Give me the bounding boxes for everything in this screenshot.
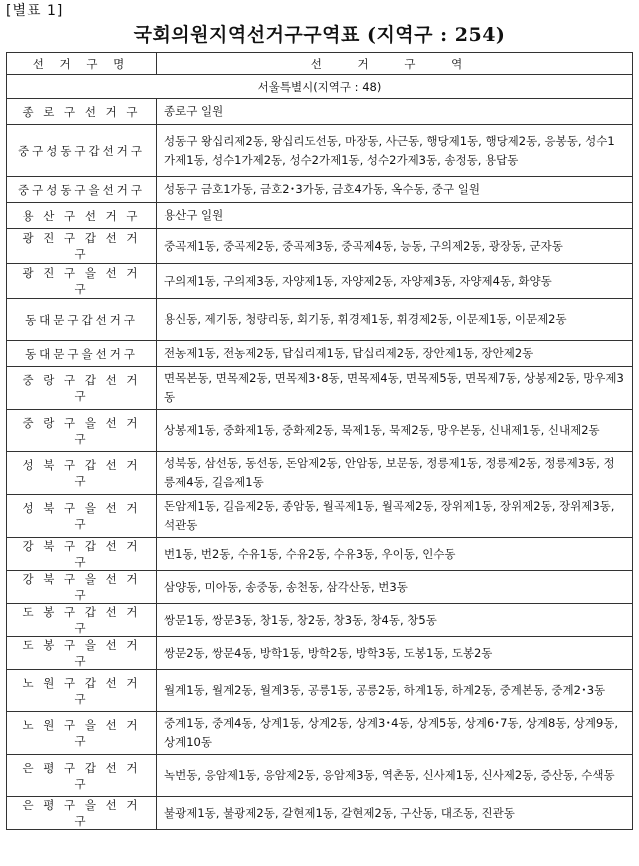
district-area: 종로구 일원 [157,99,633,125]
district-area: 돈암제1동, 길음제2동, 종암동, 월곡제1동, 월곡제2동, 장위제1동, 장위제2동, 장위제3동, 석관동 [157,495,633,538]
district-area: 성북동, 삼선동, 동선동, 돈암제2동, 안암동, 보문동, 정릉제1동, 정릉제2동, 정릉제3동, 정릉제4동, 길음제1동 [157,452,633,495]
document-title: 국회의원지역선거구구역표 (지역구 : 254) [133,24,506,46]
table-row [7,538,633,571]
region-label: 서울특별시(지역구 : 48) [7,75,633,99]
table-row [7,229,633,264]
district-name: 노 원 구 갑 선 거 구 [7,670,157,712]
column-header-district-name: 선 거 구 명 [7,53,157,75]
table-row [7,452,633,495]
district-table [6,52,633,830]
table-row [7,797,633,830]
district-area: 월계1동, 월계2동, 월계3동, 공릉1동, 공릉2동, 하계1동, 하계2동, 중계본동, 중계2･3동 [157,670,633,712]
table-row [7,571,633,604]
district-area: 중곡제1동, 중곡제2동, 중곡제3동, 중곡제4동, 능동, 구의제2동, 광장동, 군자동 [157,229,633,264]
district-area: 삼양동, 미아동, 송중동, 송천동, 삼각산동, 번3동 [157,571,633,604]
district-name: 은 평 구 을 선 거 구 [7,797,157,830]
table-row [7,203,633,229]
district-name: 도 봉 구 을 선 거 구 [7,637,157,670]
district-name: 강 북 구 갑 선 거 구 [7,538,157,571]
district-name: 중 랑 구 을 선 거 구 [7,410,157,452]
table-row [7,637,633,670]
district-area: 성동구 금호1가동, 금호2･3가동, 금호4가동, 옥수동, 중구 일원 [157,177,633,203]
table-row [7,341,633,367]
table-row [7,177,633,203]
district-name: 중구성동구갑선거구 [7,125,157,177]
district-name: 용 산 구 선 거 구 [7,203,157,229]
table-row [7,410,633,452]
district-name: 중 랑 구 갑 선 거 구 [7,367,157,410]
district-area: 중계1동, 중계4동, 상계1동, 상계2동, 상계3･4동, 상계5동, 상계6･7동, 상계8동, 상계9동, 상계10동 [157,712,633,755]
district-name: 중구성동구을선거구 [7,177,157,203]
district-area: 번1동, 번2동, 수유1동, 수유2동, 수유3동, 우이동, 인수동 [157,538,633,571]
district-name: 성 북 구 갑 선 거 구 [7,452,157,495]
table-row [7,712,633,755]
table-header-row [7,53,633,75]
district-area: 녹번동, 응암제1동, 응암제2동, 응암제3동, 역촌동, 신사제1동, 신사제2동, 증산동, 수색동 [157,755,633,797]
district-area: 상봉제1동, 중화제1동, 중화제2동, 묵제1동, 묵제2동, 망우본동, 신내제1동, 신내제2동 [157,410,633,452]
district-name: 은 평 구 갑 선 거 구 [7,755,157,797]
table-row [7,367,633,410]
district-name: 노 원 구 을 선 거 구 [7,712,157,755]
district-area: 용산구 일원 [157,203,633,229]
district-area: 불광제1동, 불광제2동, 갈현제1동, 갈현제2동, 구산동, 대조동, 진관동 [157,797,633,830]
table-row [7,125,633,177]
district-name: 광 진 구 갑 선 거 구 [7,229,157,264]
appendix-tag: [별표 1] [6,3,64,19]
district-area: 용신동, 제기동, 청량리동, 회기동, 휘경제1동, 휘경제2동, 이문제1동, 이문제2동 [157,299,633,341]
table-row [7,299,633,341]
district-area: 쌍문2동, 쌍문4동, 방학1동, 방학2동, 방학3동, 도봉1동, 도봉2동 [157,637,633,670]
district-area: 전농제1동, 전농제2동, 답십리제1동, 답십리제2동, 장안제1동, 장안제2동 [157,341,633,367]
district-area: 쌍문1동, 쌍문3동, 창1동, 창2동, 창3동, 창4동, 창5동 [157,604,633,637]
district-name: 성 북 구 을 선 거 구 [7,495,157,538]
table-row [7,604,633,637]
district-area: 면목본동, 면목제2동, 면목제3･8동, 면목제4동, 면목제5동, 면목제7동, 상봉제2동, 망우제3동 [157,367,633,410]
district-area: 구의제1동, 구의제3동, 자양제1동, 자양제2동, 자양제3동, 자양제4동, 화양동 [157,264,633,299]
table-row [7,495,633,538]
district-name: 동대문구갑선거구 [7,299,157,341]
district-name: 종 로 구 선 거 구 [7,99,157,125]
district-name: 광 진 구 을 선 거 구 [7,264,157,299]
column-header-district-area: 선 거 구 역 [157,53,633,75]
table-row [7,755,633,797]
region-row [7,75,633,99]
district-area: 성동구 왕십리제2동, 왕십리도선동, 마장동, 사근동, 행당제1동, 행당제2동, 응봉동, 성수1가제1동, 성수1가제2동, 성수2가제1동, 성수2가제3동, 송정동, 용답동 [157,125,633,177]
district-name: 강 북 구 을 선 거 구 [7,571,157,604]
table-row [7,264,633,299]
district-name: 동대문구을선거구 [7,341,157,367]
table-row [7,99,633,125]
table-row [7,670,633,712]
district-name: 도 봉 구 갑 선 거 구 [7,604,157,637]
